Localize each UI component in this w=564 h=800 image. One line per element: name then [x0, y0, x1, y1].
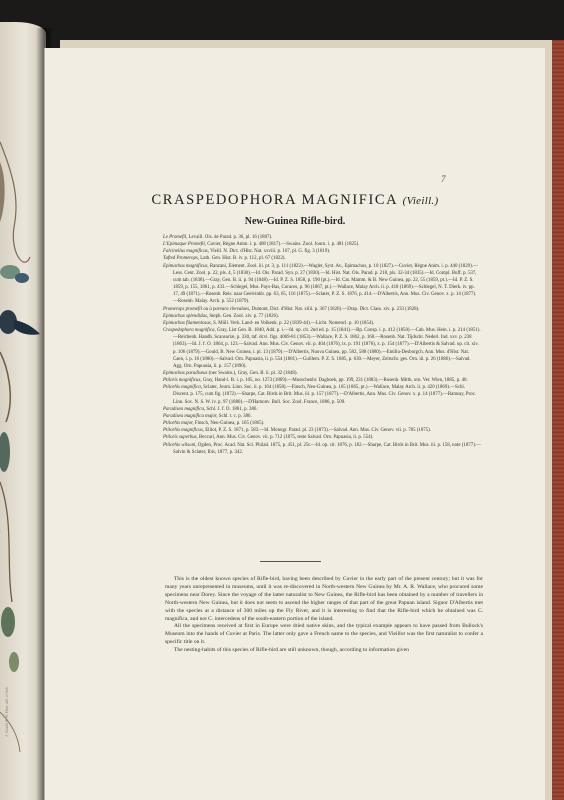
synonym-citation: Dumont, Dict. d'Hist. Nat. xliii. p. 367 (1826).—Drap. Dict. Class. xiv. p. 233 (1828). — [251, 306, 420, 312]
synonym-name: Paradisea magnifica major, — [163, 413, 218, 419]
synonym-name: Tufted Promerops, — [163, 256, 200, 262]
synonym-name: Ptilorhis wilsoni, — [163, 442, 197, 448]
synonym-name: Ptilorhis magnifica, — [163, 385, 203, 391]
synonym-citation: (nec Swains.), Gray, Gen. B. ii. pl. 32 (1848). — [208, 370, 298, 376]
synonym-name: Le Promefil, — [163, 235, 188, 240]
synonym-citation: Schl. J. f. O. 1861, p. 386. — [206, 406, 258, 412]
synonym-citation: Steph. Gen. Zool. xiv. p. 77 (1826). — [209, 313, 279, 319]
synonym-citation: Elliot, P. Z. S. 1871, p. 583.—Id. Monogr. Parad. pl. 23 (1873).—Salvad. Ann. Mus. Civ. Genov. vii. p. 785 (1875). — [205, 428, 432, 434]
synonymy-entry — [163, 370, 481, 377]
species-title — [45, 192, 545, 209]
synonym-citation: Finsch, Neu-Guinea, p. 165 (1865). — [194, 421, 265, 427]
species-authority: (Vieill.) — [402, 195, 439, 207]
body-text — [165, 576, 483, 655]
synonym-name: Ptilorhis major, — [163, 421, 194, 427]
synonymy-entry — [163, 263, 481, 306]
synonym-name: Falcinellus magnificus, — [163, 249, 209, 255]
synonymy-entry — [163, 327, 481, 370]
synonym-name: Paradisea magnifica, — [163, 406, 206, 412]
synonymy-entry — [163, 320, 481, 327]
synonym-citation: Ogden, Proc. Acad. Nat. Sci. Philad. 1875, p. 451, pl. 25t.—Id. op. cit. 1876, p. 182.—Sharpe, Cat. Birds in Brit. Mus. iii. p. 158, note (1877).—Salvin & Sclater, Ibis, 1877, p. 342. — [173, 442, 481, 455]
synonym-citation: Cuvier, Règne Anim. i. p. 408 (1817).—Swains. Zool. Journ. i. p. 481 (1825). — [207, 242, 360, 248]
body-paragraph: The nesting-habits of this species of Rifle-bird are still unknown, though, according to information given — [174, 647, 409, 654]
synonymy-list — [163, 234, 481, 456]
synonymy-entry — [163, 234, 481, 241]
synonym-citation: Sclater, Journ. Linn. Soc. ii. p. 164 (1858).—Finsch, Neu-Guinea, p. 165 (1865, pt.).—Wallace, Malay Arch. ii. p. 420 (1869).—Schl. Discent. p. 175, cum fig. (1872).—Sharpe, Cat. Birds in Brit. Mus. iii. p. 157 (1877).—D'Albertis, Ann. Mus. Civ. Genov. x. p. 14 (1877).—Ramsay, Proc. Linn. Soc. N. S. W. iv. p. 97 (1880).—D'Hamonv. Bull. Soc. Zool. France, 1886, p. 509. — [173, 385, 476, 405]
body-paragraph: All the specimens received at first in Europe were dried native skins, and the typical example appears to have passed from Bullock's Museum into the hands of Cuvier at Paris. The latter only gave a French name to the species, and Vieillot was the first naturalist to confer a specific title on it. — [165, 623, 483, 646]
synonymy-entry — [163, 377, 481, 384]
synonym-name: L'Epimaque Promefil, — [163, 242, 206, 248]
synonymy-entry — [163, 384, 481, 405]
species-name: CRASPEDOPHORA MAGNIFICA — [151, 192, 398, 208]
synonym-citation: Gray, Hand-l. B. i. p. 105, no. 1273 (1869).—Musschenbr. Dagboek, pp. 199, 231 (1883).—Rosenb. Mitth. orn. Ver. Wien, 1885, p. 40. — [202, 378, 468, 384]
synonym-name: Ptilorhis magnificus, — [163, 428, 204, 434]
synonym-name: Epimachus magnificus, — [163, 263, 209, 269]
synonym-citation: Ranzani, Element. Zool. iii. pt. 3, p. 111 (1822).—Wagler, Syst. Av., Epimachus, p. 10 (1827).—Cuvier, Règne Anim. i. p. 440 (1829).—Less. Cent. Zool. p. 22, pls. 4, 5 (1830).—Id. Ois. Parad. Syn. p. 27 (1830).—Id. Hist. Nat. Ois. Parad. p. 218, pls. 32-34 (1835).—Id. Compl. Buff. p. 537, cum tab. (1838).—Gray, Gen. B. ii. p. 94 (1848).—Id. P. Z. S. 1858, p. 190 (pt.).—Id. Cat. Mamm. & B. New Guinea, pp. 22, 55 (1859, pt.).—Id. P. Z. S. 1859, p. 155, 1861, p. 433.—Schlegel, Mus. Pays-Bas, Coraces, p. 96 (1867, pt.).—Wallace, Malay Arch. ii. p. 418 (1869).—Schlegel, N. T. Dierk. iv. pp. 17, 49 (1871).—Rosenb. Reis. naar Geelvinkb. pp. 63, 65, 116 (1875).—Sclater, P. Z. S. 1876, p. 414.—D'Albertis, Ann. Mus. Civ. Genov. x. p. 14 (1877).—Rosenb. Malay. Arch. p. 552 (1879). — [173, 263, 478, 305]
synonym-citation: Vieill. N. Dict. d'Hist. Nat. xxviii. p. 167, pl. G. fig. 3 (1819). — [210, 249, 331, 255]
synonym-name: Ptiloris superbus, — [163, 435, 198, 441]
body-paragraph: This is the oldest known species of Rifle-bird, having been described by Cuvier in the early part of the present century; but it was for many years unrepresented in museums, until it was re-discovered in North-western New Guinea by Mr. A. R. Wallace, who procured some specimens near Dorey. Since the voyage of the latter naturalist to New Guinea, the Rifle-bird has been obtained by a number of travellers in North-western New Guinea, but it does not seem to ascend the higher ranges of that part of the great Papuan island. Signor D'Albertis met with the species at a distance of 300 miles up the Fly River, and it is interesting to find that the Rifle-bird which he obtained was C. magnifica, and not C. intercedens of the south-eastern portion of the island. — [165, 576, 483, 622]
synonymy-entry — [163, 255, 481, 262]
page-number: 7 — [441, 174, 446, 184]
text-page — [44, 48, 545, 800]
synonymy-entry — [163, 306, 481, 313]
section-divider — [260, 561, 321, 562]
synonymy-entry — [163, 434, 481, 441]
synonymy-entry — [163, 406, 481, 413]
synonym-citation: Levaill. Ois. de Parad. p. 36, pl. 16 (1807). — [188, 235, 273, 240]
synonymy-entry — [163, 241, 481, 248]
page-block-side-edge — [544, 48, 552, 800]
synonymy-entry — [163, 413, 481, 420]
synonym-name: Ptiloris magnificus, — [163, 378, 202, 384]
book-cover-edge — [552, 40, 564, 800]
synonym-citation: Lath. Gen. Hist. B. iv. p. 112, pl. 67 (1822). — [200, 256, 286, 262]
synonym-name: Epimachus splendidus, — [163, 313, 209, 319]
synonymy-entry — [163, 442, 481, 456]
common-name: New-Guinea Rifle-bird. — [244, 216, 346, 227]
synonym-name: Promerops promefil ou à pareura chevalues, — [163, 306, 251, 312]
synonymy-entry — [163, 427, 481, 434]
synonym-citation: Beccari, Ann. Mus. Civ. Genov. vii. p. 712 (1875, teste Salvad. Orn. Papuasia, ii. p. 554). — [199, 435, 374, 441]
synonym-citation: S. Müll. Verh. Land- en Volkenk. p. 22 (1839-44).—Licht. Nomencl. p. 10 (1854). — [213, 320, 375, 326]
synonym-citation: Schl. t. c. p. 386. — [218, 413, 252, 419]
synonymy-entry — [163, 313, 481, 320]
synonym-name: Epimachus paradiseus — [163, 370, 208, 376]
synonymy-entry — [163, 420, 481, 427]
synonym-name: Craspedophora magnifica, — [163, 328, 216, 334]
synonym-name: Epimachus filamentosus, — [163, 320, 212, 326]
synonym-citation: Gray, List Gen. B. 1840, Add. p. i.—Id. op. cit. 2nd ed. p. 15 (1841).—Bp. Consp. i. p. 412 (1850).—Cab. Mus. Hein. i. p. 214 (1851).—Reichenb. Handb. Scansoriæ, p. 330, taf. dcvi. figs. 4069-81 (1853).—Wallace, P. Z. S. 1862, p. 160.—Rosenb. Nat. Tijdschr. Nederl. Ind. xxv. p. 238 (1863).—Id. J. f. O. 1864, p. 123.—Salvad. Ann. Mus. Civ. Genov. vii. p. 404 (1876), ix. p. 191 (1876), x. p. 154 (1877).—D'Albertis & Salvad. op. cit. xiv. p. 106 (1879).—Gould, B. New Guinea, i. pl. 13 (1879).—D'Albertis, Nuova Guinea, pp. 582, 588 (1880).—Emiliu-Desborgch. Ann. Mus. d'Hist. Nat. Caen, i. p. 16 (1880).—Salvad. Orn. Papuasia, ii. p. 554 (1881).—Guillem. P. Z. S. 1885, p. 630.—Meyer, Zeitschr. ges. Orn. iii. p. 26 (1886).—Salvad. Agg. Orn. Papuasia, ii. p. 157 (1890). — [173, 328, 481, 369]
plate-caption: J. Gould & W. Hart, del. et lith. — [4, 686, 9, 737]
synonymy-entry — [163, 248, 481, 255]
